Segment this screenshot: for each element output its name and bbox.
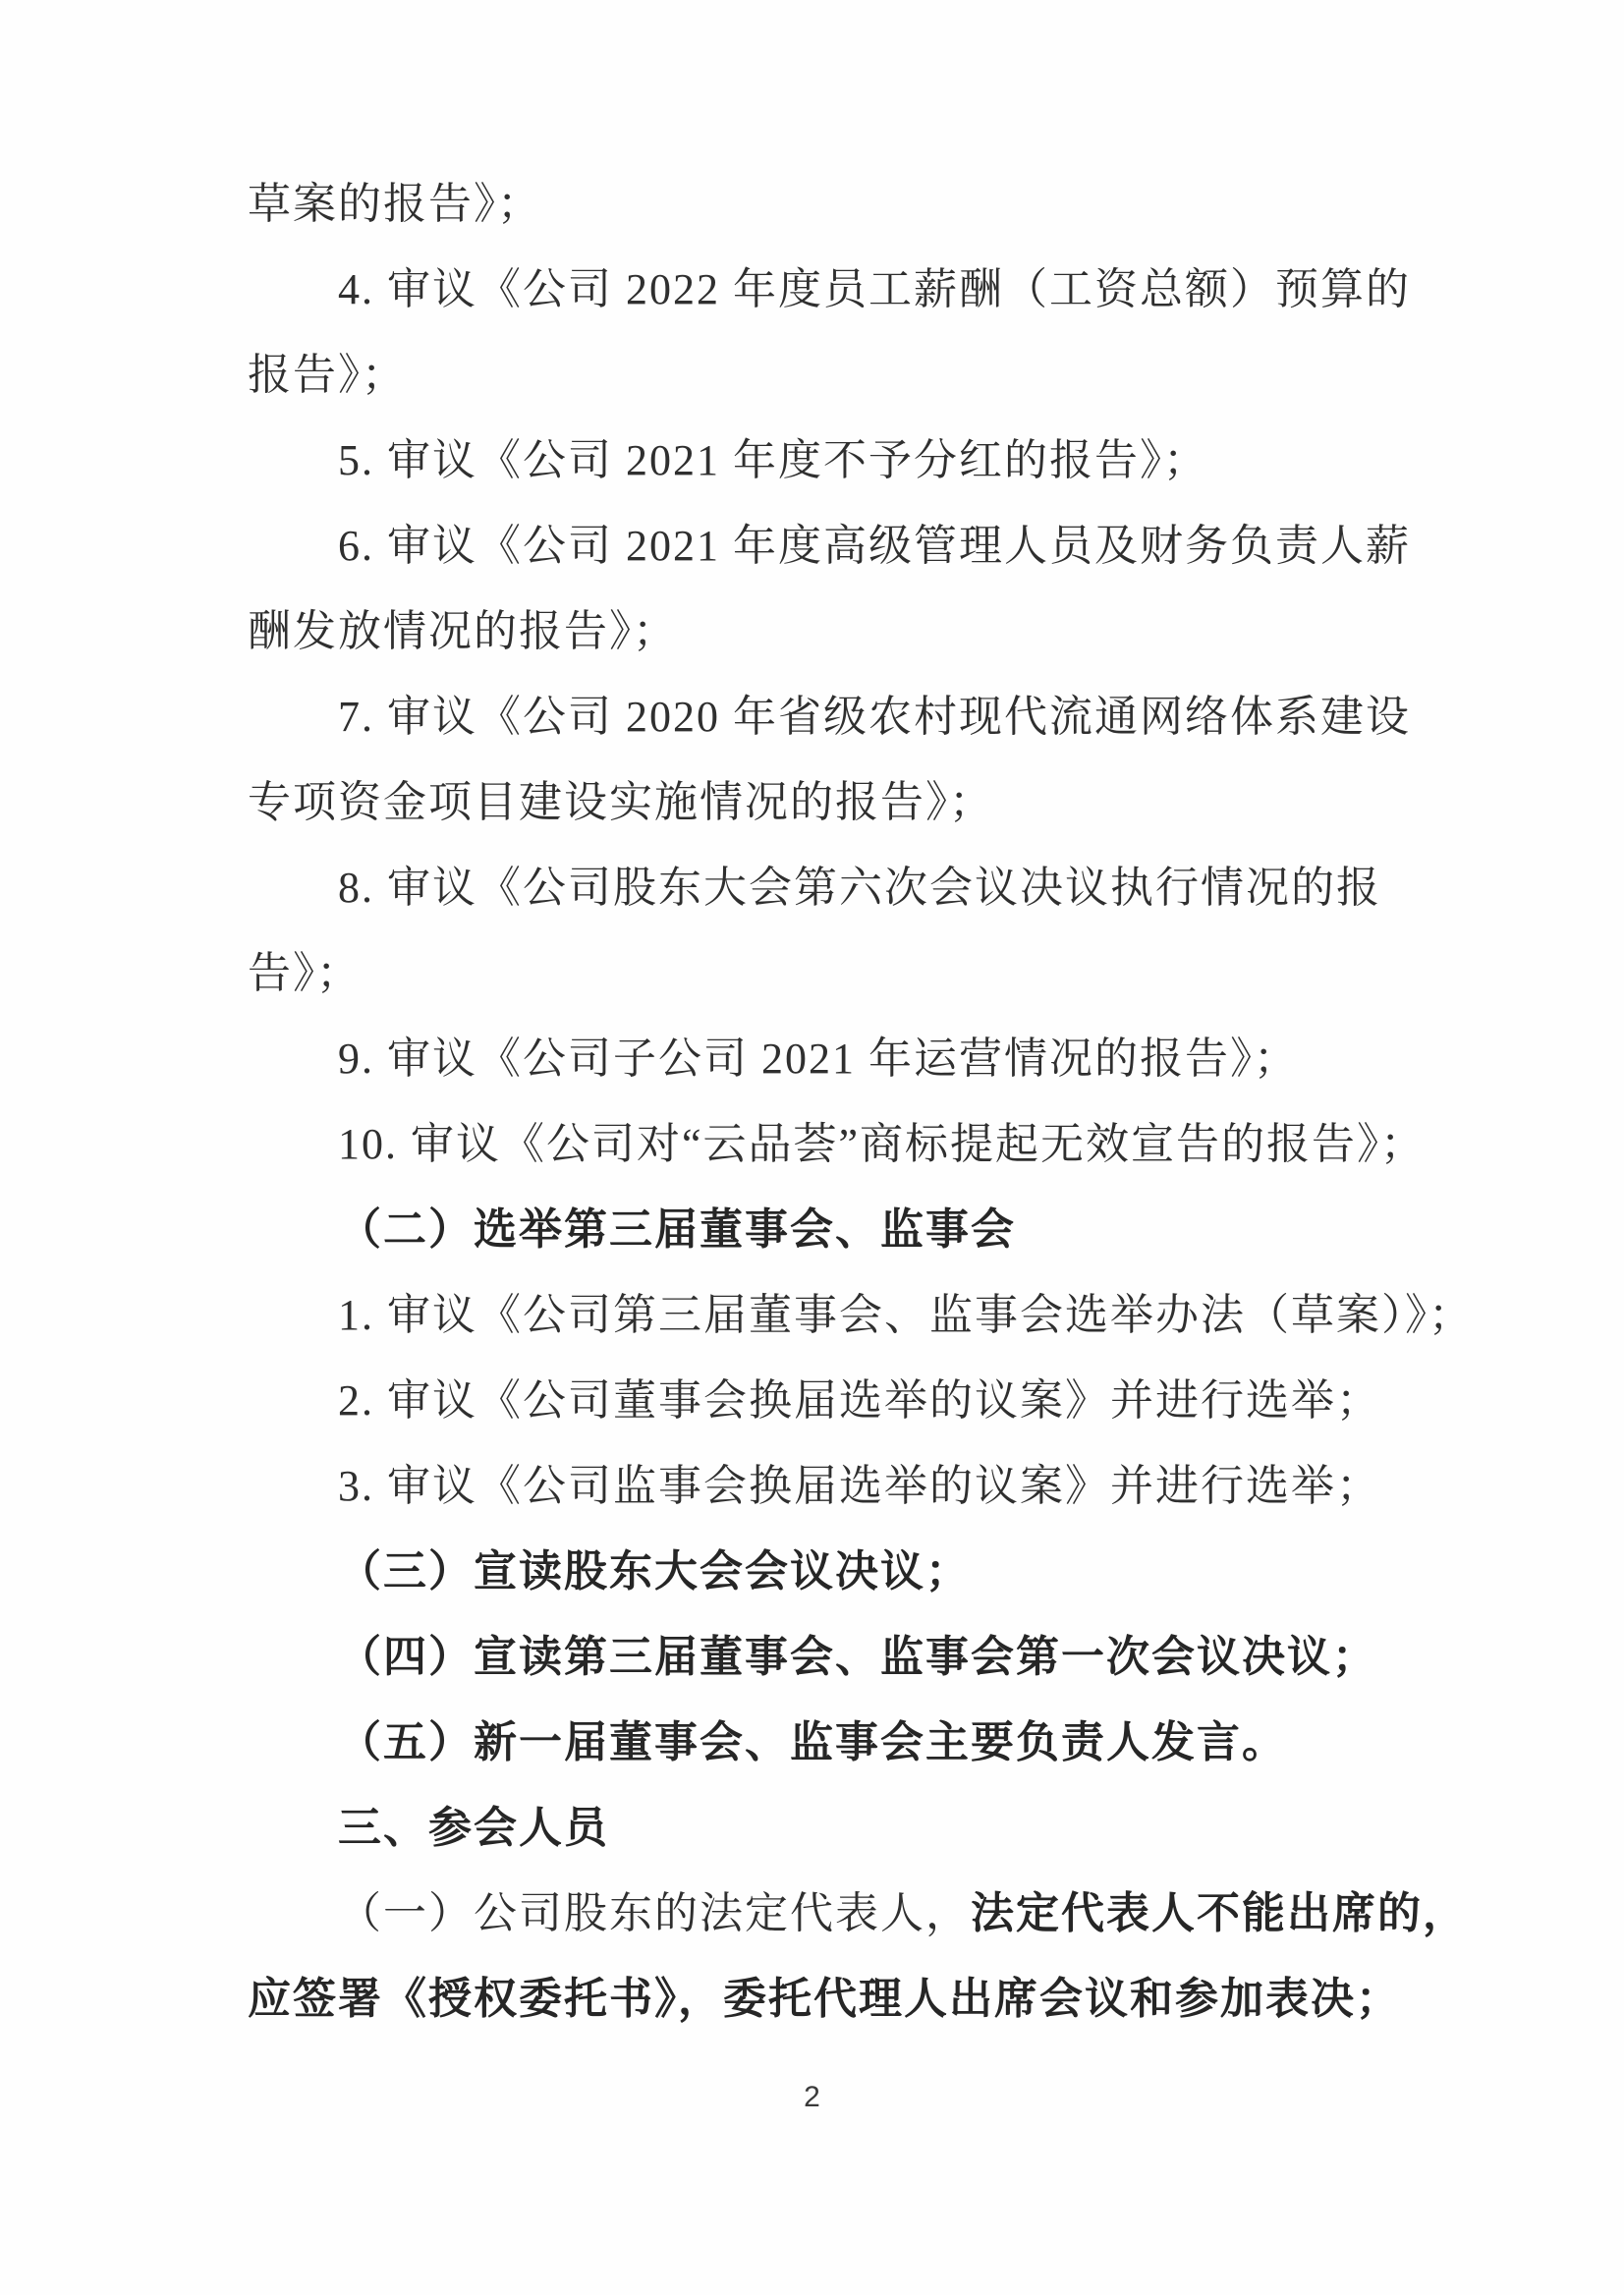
document-text: 4. 审议《公司 2022 年度员工薪酬（工资总额）预算的 [338, 265, 1411, 313]
document-text-bold: （四）宣读第三届董事会、监事会第一次会议决议； [338, 1633, 1377, 1681]
document-text: 9. 审议《公司子公司 2021 年运营情况的报告》； [338, 1035, 1299, 1083]
document-line [248, 1016, 1467, 1101]
document-line [248, 1871, 1467, 1956]
document-text: （一）公司股东的法定代表人， [338, 1889, 971, 1937]
document-text-bold: 应签署《授权委托书》，委托代理人出席会议和参加表决； [248, 1975, 1401, 2023]
document-text: 2. 审议《公司董事会换届选举的议案》并进行选举； [338, 1376, 1381, 1425]
document-line [248, 759, 1467, 845]
document-text: 3. 审议《公司监事会换届选举的议案》并进行选举； [338, 1462, 1381, 1510]
document-line [248, 1700, 1467, 1785]
document-line [248, 247, 1467, 332]
document-text-bold: （五）新一届董事会、监事会主要负责人发言。 [338, 1718, 1287, 1766]
document-text: 8. 审议《公司股东大会第六次会议决议执行情况的报 [338, 864, 1381, 912]
document-text: 1. 审议《公司第三届董事会、监事会选举办法（草案）》； [338, 1291, 1474, 1339]
document-line [248, 674, 1467, 759]
document-line [248, 1614, 1467, 1700]
document-line [248, 1529, 1467, 1614]
document-line [248, 1187, 1467, 1272]
document-text: 7. 审议《公司 2020 年省级农村现代流通网络体系建设 [338, 693, 1411, 741]
document-line [248, 1443, 1467, 1529]
document-line [248, 503, 1467, 588]
document-line [248, 161, 1467, 247]
document-text-bold: （二）选举第三届董事会、监事会 [338, 1205, 1016, 1254]
document-text: 10. 审议《公司对“云品荟”商标提起无效宣告的报告》； [338, 1120, 1427, 1168]
document-text: 告》； [248, 949, 362, 997]
document-text: 5. 审议《公司 2021 年度不予分红的报告》； [338, 436, 1208, 484]
document-text-bold: （三）宣读股东大会会议决议； [338, 1547, 971, 1595]
document-line [248, 1272, 1474, 1358]
document-text: 草案的报告》； [248, 180, 542, 228]
document-line [248, 332, 1467, 418]
document-text: 6. 审议《公司 2021 年度高级管理人员及财务负责人薪 [338, 522, 1411, 570]
document-line [248, 418, 1467, 503]
document-text: 报告》； [248, 351, 407, 399]
document-line [248, 1101, 1467, 1187]
document-body [248, 161, 1474, 2042]
document-line [248, 845, 1467, 930]
document-text: 专项资金项目建设实施情况的报告》； [248, 778, 994, 826]
document-line [248, 588, 1467, 674]
document-line [248, 1785, 1467, 1871]
document-line [248, 1956, 1467, 2042]
document-line [248, 930, 1467, 1016]
document-text-bold: 法定代表人不能出席的， [971, 1889, 1468, 1937]
page-number: 2 [804, 2081, 820, 2113]
document-text: 酬发放情况的报告》； [248, 607, 678, 655]
document-line [248, 1358, 1467, 1443]
document-text-bold: 三、参会人员 [338, 1804, 609, 1852]
